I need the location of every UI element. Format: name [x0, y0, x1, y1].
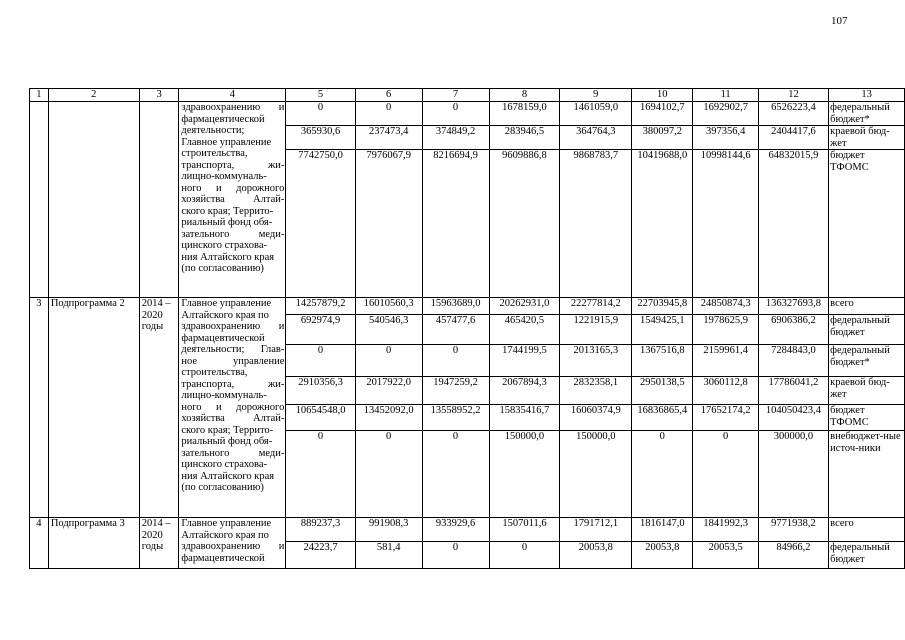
- value-cell: 397356,4: [693, 126, 758, 150]
- column-header: 3: [139, 89, 179, 102]
- value-cell: 1549425,1: [632, 315, 693, 345]
- value-cell: 0: [286, 102, 355, 126]
- value-cell: 13558952,2: [422, 405, 489, 431]
- value-cell: 10654548,0: [286, 405, 355, 431]
- value-cell: 1841992,3: [693, 518, 758, 542]
- executor-line: Главное управление: [181, 136, 272, 148]
- executor-cell: [179, 518, 286, 569]
- executor-line: зательного меди-: [181, 447, 285, 459]
- executor-line: ского края; Террито-: [181, 205, 274, 217]
- executor-line: (по согласованию): [181, 263, 264, 274]
- value-cell: 9771938,2: [758, 518, 828, 542]
- value-cell: 0: [355, 431, 422, 518]
- period-cell: [139, 102, 179, 298]
- value-cell: 10998144,6: [693, 150, 758, 298]
- value-cell: 136327693,8: [758, 298, 828, 315]
- value-cell: 365930,6: [286, 126, 355, 150]
- executor-line: здравоохранению и: [181, 321, 285, 332]
- value-cell: 283946,5: [489, 126, 560, 150]
- column-header: 13: [829, 89, 905, 102]
- value-cell: 15963689,0: [422, 298, 489, 315]
- value-cell: 2013165,3: [560, 345, 632, 377]
- value-cell: 2404417,6: [758, 126, 828, 150]
- source-cell: федеральный бюджет*: [829, 345, 905, 377]
- value-cell: 581,4: [355, 542, 422, 569]
- column-header: 5: [286, 89, 355, 102]
- source-cell: внебюджет-ные источ-ники: [829, 431, 905, 518]
- column-header: 11: [693, 89, 758, 102]
- column-header: 6: [355, 89, 422, 102]
- value-cell: 22277814,2: [560, 298, 632, 315]
- executor-line: Главное управление: [181, 518, 272, 529]
- value-cell: 237473,4: [355, 126, 422, 150]
- executor-line: фармацевтической: [181, 552, 265, 564]
- value-cell: 374849,2: [422, 126, 489, 150]
- value-cell: 14257879,2: [286, 298, 355, 315]
- column-header: 7: [422, 89, 489, 102]
- executor-line: транспорта, жи-: [181, 159, 285, 171]
- executor-line: ного и дорожного: [181, 182, 285, 194]
- executor-line: цинского страхова-: [181, 240, 267, 251]
- value-cell: 692974,9: [286, 315, 355, 345]
- value-cell: 20053,8: [632, 542, 693, 569]
- table-row: [30, 102, 905, 126]
- value-cell: 17786041,2: [758, 377, 828, 405]
- executor-line: Алтайского края по: [181, 309, 269, 321]
- value-cell: 2017922,0: [355, 377, 422, 405]
- value-cell: 0: [422, 345, 489, 377]
- source-cell: всего: [829, 518, 905, 542]
- program-name-cell: [48, 102, 139, 298]
- executor-line: хозяйства Алтай-: [181, 194, 285, 205]
- column-header: 12: [758, 89, 828, 102]
- value-cell: 20053,8: [560, 542, 632, 569]
- column-header: 10: [632, 89, 693, 102]
- value-cell: 0: [286, 345, 355, 377]
- executor-line: лищно-коммуналь-: [181, 171, 267, 182]
- source-cell: федеральный бюджет: [829, 542, 905, 569]
- column-header: 1: [30, 89, 49, 102]
- page-number: 107: [831, 15, 848, 27]
- value-cell: 7742750,0: [286, 150, 355, 298]
- value-cell: 300000,0: [758, 431, 828, 518]
- executor-line: риальный фонд обя-: [181, 436, 273, 447]
- value-cell: 17652174,2: [693, 405, 758, 431]
- value-cell: 9868783,7: [560, 150, 632, 298]
- value-cell: 6906386,2: [758, 315, 828, 345]
- value-cell: 1694102,7: [632, 102, 693, 126]
- row-number-cell: [30, 102, 49, 298]
- executor-line: деятельности;: [181, 125, 245, 136]
- executor-line: зательного меди-: [181, 228, 285, 240]
- value-cell: 991908,3: [355, 518, 422, 542]
- value-cell: 13452092,0: [355, 405, 422, 431]
- value-cell: 20262931,0: [489, 298, 560, 315]
- column-header: 8: [489, 89, 560, 102]
- value-cell: 457477,6: [422, 315, 489, 345]
- value-cell: 1221915,9: [560, 315, 632, 345]
- value-cell: 540546,3: [355, 315, 422, 345]
- executor-line: фармацевтической: [181, 113, 265, 125]
- value-cell: 8216694,9: [422, 150, 489, 298]
- executor-line: строительства,: [181, 367, 248, 378]
- executor-line: здравоохранению и: [181, 541, 285, 552]
- source-cell: краевой бюд-жет: [829, 377, 905, 405]
- executor-cell: [179, 102, 286, 298]
- value-cell: 1978625,9: [693, 315, 758, 345]
- value-cell: 380097,2: [632, 126, 693, 150]
- value-cell: 150000,0: [560, 431, 632, 518]
- executor-line: деятельности; Глав-: [181, 344, 285, 355]
- column-header: 9: [560, 89, 632, 102]
- table-row: [30, 518, 905, 542]
- executor-line: строительства,: [181, 148, 248, 159]
- value-cell: 2067894,3: [489, 377, 560, 405]
- value-cell: 0: [286, 431, 355, 518]
- value-cell: 16060374,9: [560, 405, 632, 431]
- row-number-cell: 3: [30, 298, 49, 518]
- value-cell: 1507011,6: [489, 518, 560, 542]
- row-number-cell: 4: [30, 518, 49, 569]
- value-cell: 0: [422, 542, 489, 569]
- source-cell: всего: [829, 298, 905, 315]
- executor-line: ния Алтайского края: [181, 470, 275, 482]
- executor-line: хозяйства Алтай-: [181, 413, 285, 424]
- value-cell: 20053,5: [693, 542, 758, 569]
- executor-line: ного и дорожного: [181, 401, 285, 413]
- executor-cell: [179, 298, 286, 518]
- value-cell: 0: [422, 102, 489, 126]
- value-cell: 6526223,4: [758, 102, 828, 126]
- value-cell: 104050423,4: [758, 405, 828, 431]
- source-cell: федеральный бюджет: [829, 315, 905, 345]
- program-name-cell: Подпрограмма 2: [48, 298, 139, 518]
- table-row: [30, 298, 905, 315]
- source-cell: краевой бюд-жет: [829, 126, 905, 150]
- source-cell: федеральный бюджет*: [829, 102, 905, 126]
- executor-line: ния Алтайского края: [181, 251, 275, 263]
- value-cell: 9609886,8: [489, 150, 560, 298]
- executor-line: Главное управление: [181, 298, 272, 309]
- value-cell: 1947259,2: [422, 377, 489, 405]
- value-cell: 1367516,8: [632, 345, 693, 377]
- value-cell: 1692902,7: [693, 102, 758, 126]
- value-cell: 3060112,8: [693, 377, 758, 405]
- value-cell: 0: [632, 431, 693, 518]
- value-cell: 16836865,4: [632, 405, 693, 431]
- column-header: 2: [48, 89, 139, 102]
- value-cell: 24850874,3: [693, 298, 758, 315]
- program-name-cell: Подпрограмма 3: [48, 518, 139, 569]
- executor-line: ского края; Террито-: [181, 424, 274, 436]
- budget-table: [29, 88, 905, 569]
- value-cell: 24223,7: [286, 542, 355, 569]
- value-cell: 1744199,5: [489, 345, 560, 377]
- executor-line: лищно-коммуналь-: [181, 390, 267, 401]
- value-cell: 1791712,1: [560, 518, 632, 542]
- value-cell: 0: [422, 431, 489, 518]
- value-cell: 7284843,0: [758, 345, 828, 377]
- source-cell: бюджет ТФОМС: [829, 150, 905, 298]
- period-cell: 2014 – 2020 годы: [139, 518, 179, 569]
- executor-line: здравоохранению и: [181, 102, 285, 113]
- value-cell: 0: [355, 102, 422, 126]
- value-cell: 1461059,0: [560, 102, 632, 126]
- value-cell: 0: [355, 345, 422, 377]
- value-cell: 2832358,1: [560, 377, 632, 405]
- value-cell: 84966,2: [758, 542, 828, 569]
- column-header: 4: [179, 89, 286, 102]
- source-cell: бюджет ТФОМС: [829, 405, 905, 431]
- period-cell: 2014 – 2020 годы: [139, 298, 179, 518]
- value-cell: 64832015,9: [758, 150, 828, 298]
- value-cell: 889237,3: [286, 518, 355, 542]
- value-cell: 10419688,0: [632, 150, 693, 298]
- executor-line: транспорта, жи-: [181, 378, 285, 390]
- value-cell: 933929,6: [422, 518, 489, 542]
- executor-line: цинского страхова-: [181, 459, 267, 470]
- value-cell: 2159961,4: [693, 345, 758, 377]
- value-cell: 150000,0: [489, 431, 560, 518]
- value-cell: 1816147,0: [632, 518, 693, 542]
- value-cell: 16010560,3: [355, 298, 422, 315]
- value-cell: 22703945,8: [632, 298, 693, 315]
- executor-line: Алтайского края по: [181, 529, 269, 541]
- value-cell: 7976067,9: [355, 150, 422, 298]
- header-row: [30, 89, 905, 102]
- value-cell: 364764,3: [560, 126, 632, 150]
- executor-line: ное управление: [181, 355, 285, 367]
- value-cell: 2910356,3: [286, 377, 355, 405]
- executor-line: риальный фонд обя-: [181, 217, 273, 228]
- value-cell: 2950138,5: [632, 377, 693, 405]
- value-cell: 1678159,0: [489, 102, 560, 126]
- value-cell: 15835416,7: [489, 405, 560, 431]
- value-cell: 465420,5: [489, 315, 560, 345]
- value-cell: 0: [489, 542, 560, 569]
- executor-line: фармацевтической: [181, 332, 265, 344]
- value-cell: 0: [693, 431, 758, 518]
- executor-line: (по согласованию): [181, 482, 264, 493]
